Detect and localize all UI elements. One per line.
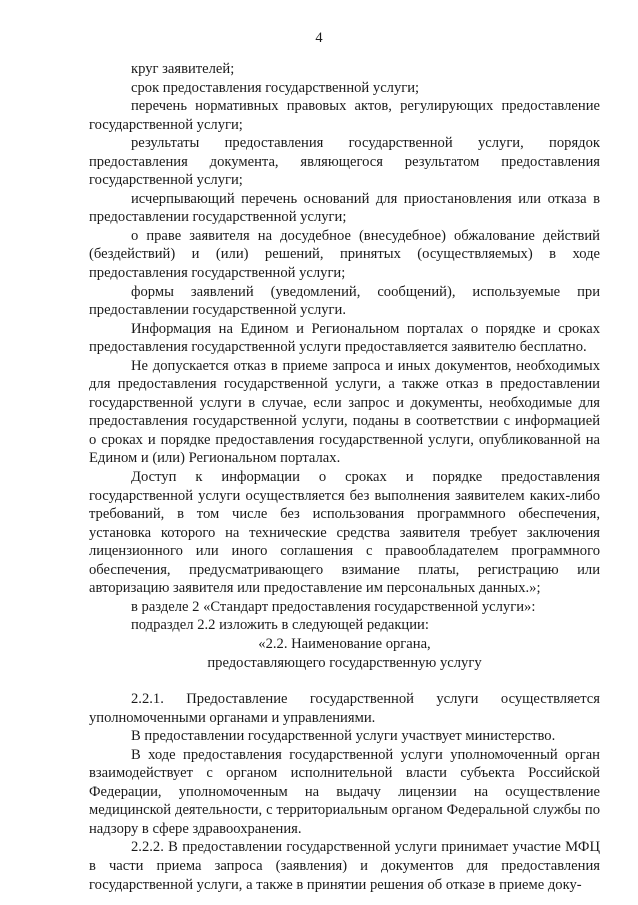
paragraph: результаты предоставления государственной услуги, порядок предоставления документа, являющегося результатом предоставления государственной услуги; bbox=[89, 135, 600, 189]
paragraph: исчерпывающий перечень оснований для приостановления или отказа в предоставлении государственной услуги; bbox=[89, 190, 600, 226]
paragraph: о праве заявителя на досудебное (внесудебное) обжалование действий (бездействий) и (или) решений, принятых (осуществляемых) в ходе предоставления государственной услуги; bbox=[89, 227, 600, 282]
document-body bbox=[89, 60, 600, 894]
page-number: 4 bbox=[315, 30, 323, 46]
paragraph: В ходе предоставления государственной услуги уполномоченный орган взаимодействует с органом исполнительной власти субъекта Российской Федерации, уполномоченным на выдачу лицензии на осуществление медицинской деятельности, с территориальным органом Федеральной службы по надзору в сфере здравоохранения. bbox=[89, 746, 600, 837]
section-heading-line-1: «2.2. Наименование органа, bbox=[258, 635, 431, 652]
section-heading-line-2: предоставляющего государственную услугу bbox=[207, 654, 482, 671]
paragraph: Информация на Едином и Региональном порталах о порядке и сроках предоставления государственной услуги предоставляется заявителю бесплатно. bbox=[89, 320, 600, 356]
paragraph: круг заявителей; bbox=[131, 61, 235, 77]
paragraph: в разделе 2 «Стандарт предоставления государственной услуги»: bbox=[131, 598, 536, 615]
paragraph: формы заявлений (уведомлений, сообщений), используемые при предоставлении государственной услуги. bbox=[89, 283, 600, 319]
blank-line bbox=[89, 672, 600, 690]
paragraph: 2.2.2. В предоставлении государственной услуги принимает участие МФЦ в части приема запроса (заявления) и документов для предоставления государственной услуги, а также в принятии решения об отказе в приеме доку- bbox=[89, 839, 600, 893]
paragraph: В предоставлении государственной услуги участвует министерство. bbox=[131, 728, 556, 745]
paragraph: подраздел 2.2 изложить в следующей редакции: bbox=[131, 617, 429, 634]
paragraph: Доступ к информации о сроках и порядке предоставления государственной услуги осуществляется без выполнения заявителем каких-либо требований, в том числе без использования программного обеспечения, установка которого на технические средства заявителя требует заключения лицензионного или иного соглашения с правообладателем программного обеспечения, предусматривающего взимание платы, регистрацию или авторизацию заявителя или предоставление им персональных данных.»; bbox=[89, 469, 600, 597]
paragraph: Не допускается отказ в приеме запроса и иных документов, необходимых для предоставления государственной услуги, а также отказ в предоставлении государственной услуги в случае, если запрос и документы, необходимые для предоставления государственной услуги, поданы в соответствии с информацией о сроках и порядке предоставления государственной услуги, опубликованной на Едином и (или) Региональном порталах. bbox=[89, 357, 600, 467]
paragraph: срок предоставления государственной услуги; bbox=[131, 79, 420, 96]
paragraph: 2.2.1. Предоставление государственной услуги осуществляется уполномоченными органами и управлениями. bbox=[89, 691, 600, 726]
paragraph: перечень нормативных правовых актов, регулирующих предоставление государственной услуги; bbox=[89, 98, 600, 133]
